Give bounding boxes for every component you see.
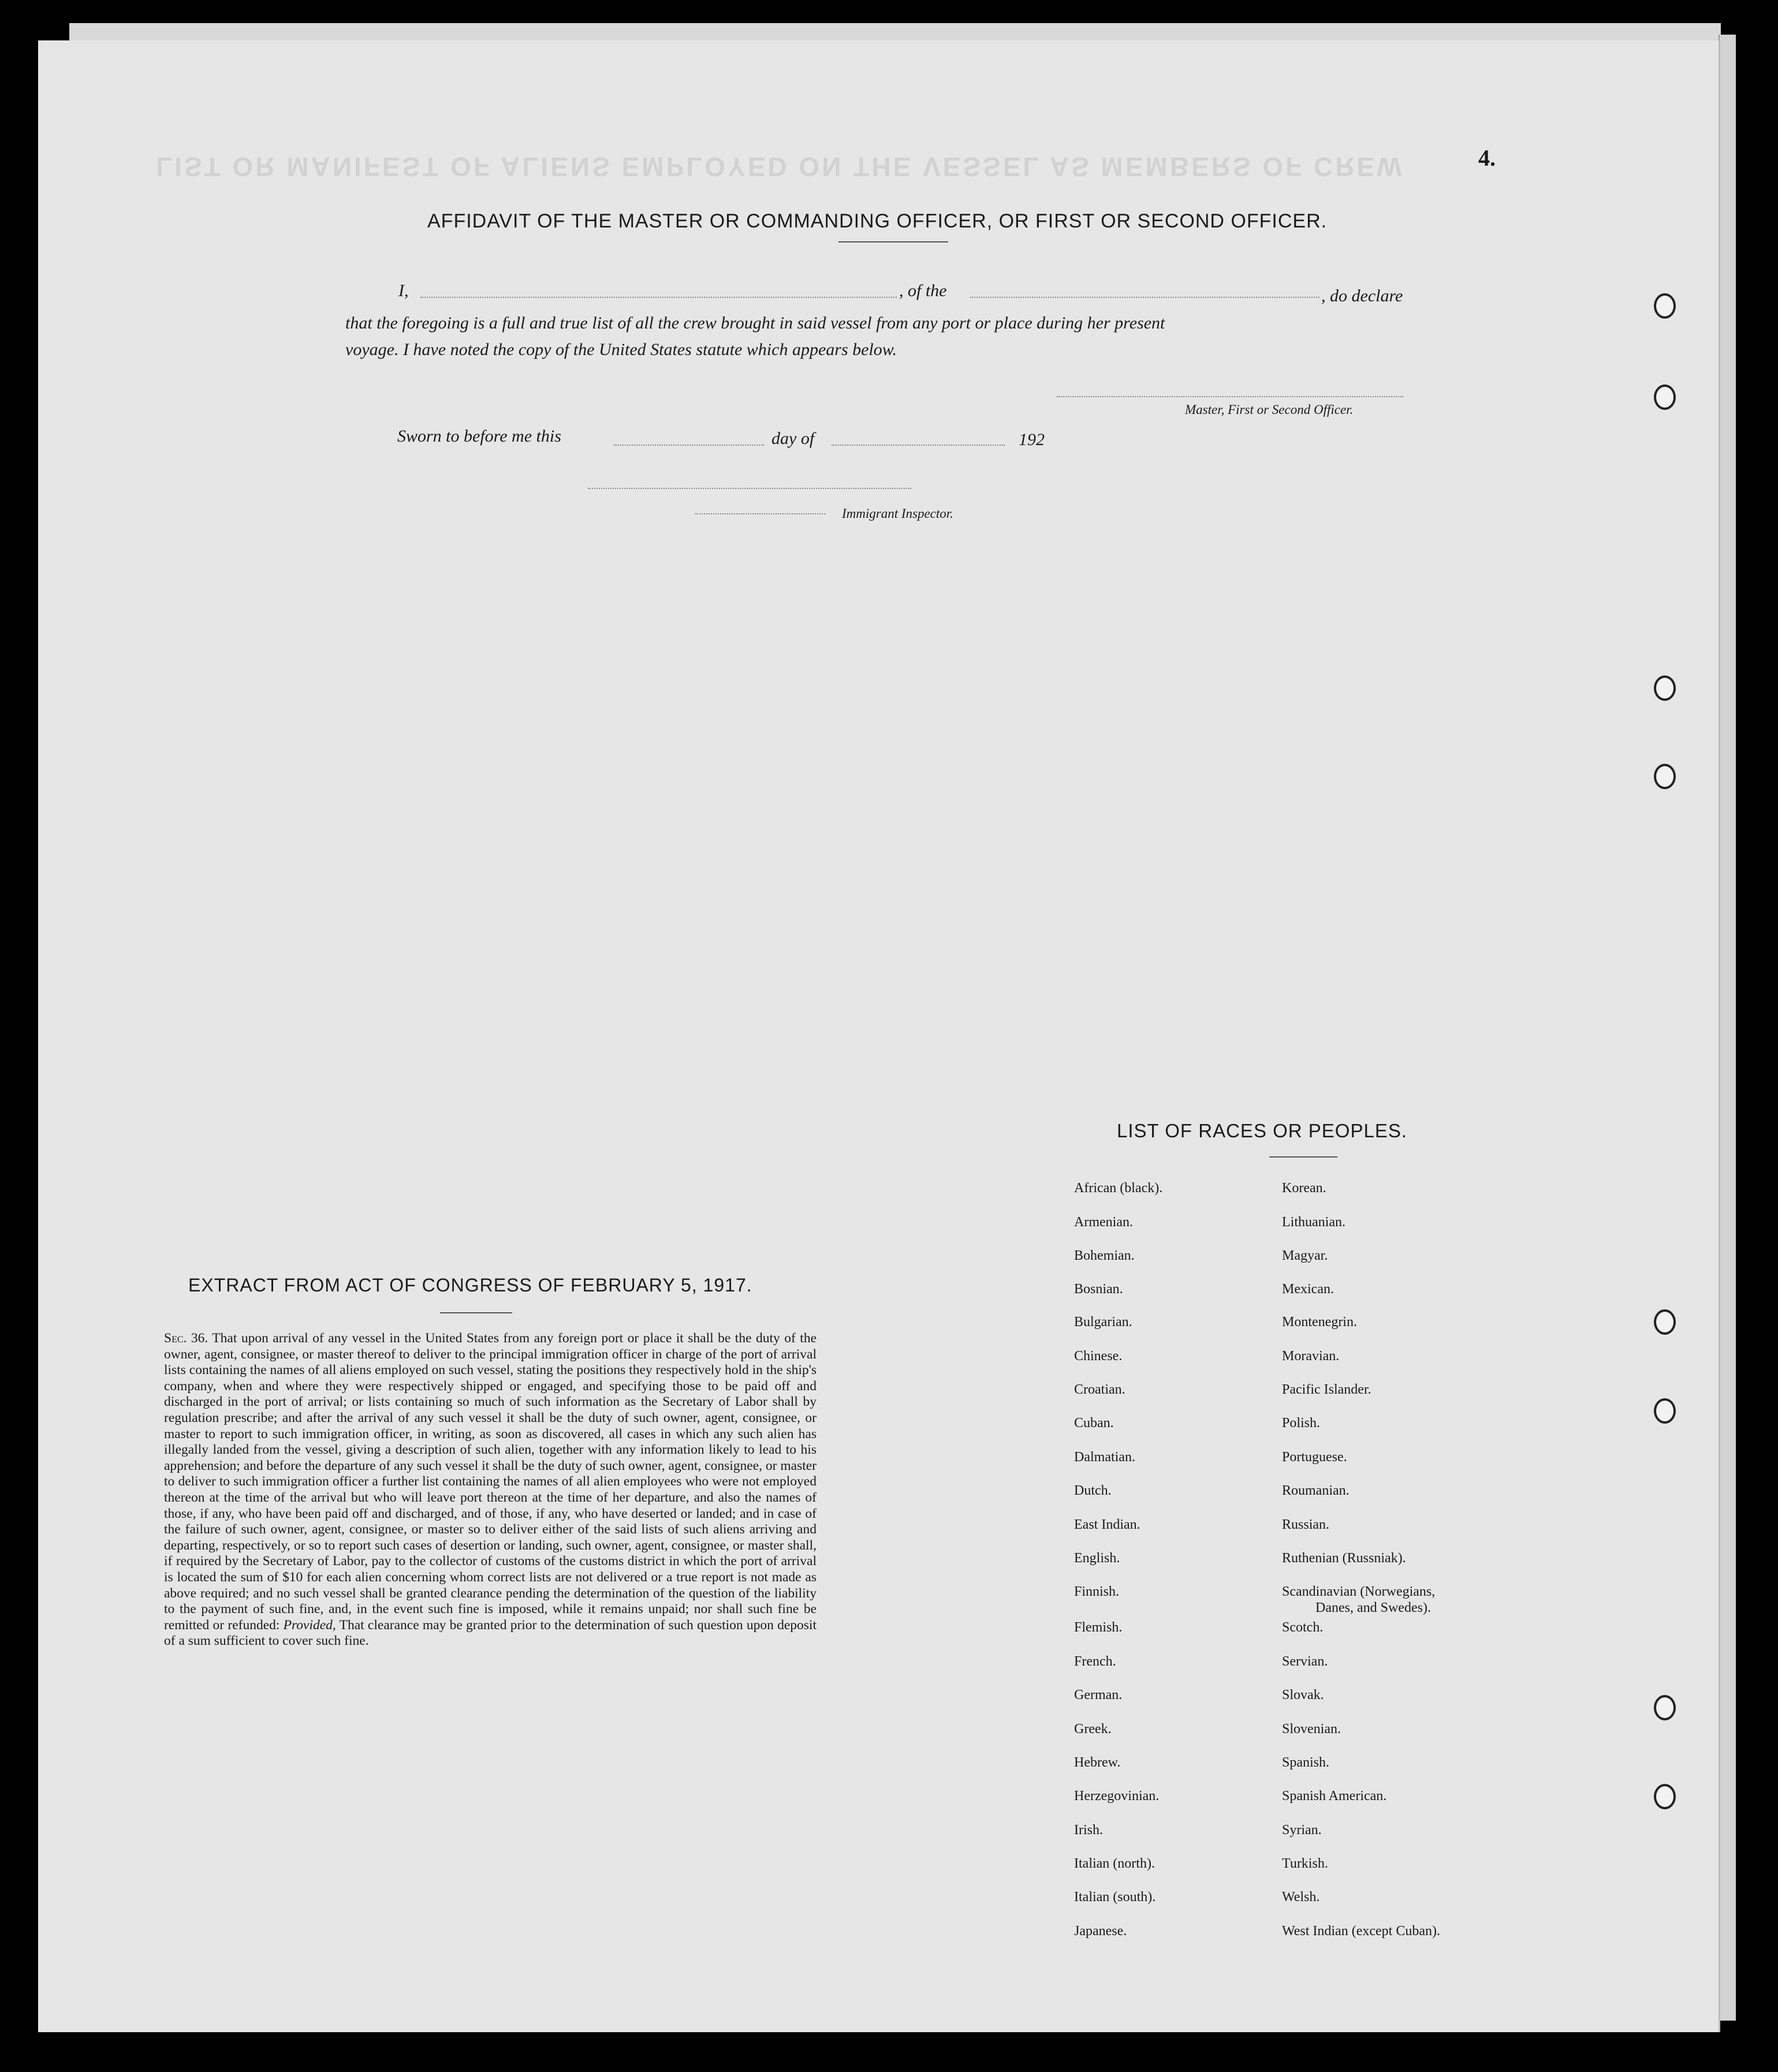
vessel-blank	[970, 297, 1319, 298]
binder-hole	[1654, 675, 1676, 701]
races-divider	[1269, 1156, 1337, 1158]
affidavit-line2: that the foregoing is a full and true list of all the crew brought in said vessel from any port or place during her present	[345, 313, 1165, 333]
affidavit-i: I,	[398, 281, 409, 300]
race-item: Korean.	[1282, 1181, 1326, 1196]
race-item: Greek.	[1074, 1722, 1112, 1737]
race-item: Cuban.	[1074, 1416, 1114, 1431]
race-item: Pacific Islander.	[1282, 1382, 1371, 1397]
race-item: Servian.	[1282, 1654, 1328, 1669]
bleed-through-text: LIST OR MANIFEST OF ALIENS EMPLOYED ON THE VESSEL AS MEMBERS OF CREW	[156, 152, 1404, 182]
race-item: Armenian.	[1074, 1215, 1133, 1230]
binder-hole	[1654, 293, 1676, 319]
race-item: Japanese.	[1074, 1924, 1127, 1939]
race-item: Italian (north).	[1074, 1856, 1155, 1871]
top-page-strip	[69, 23, 1721, 43]
race-item: Dutch.	[1074, 1483, 1112, 1498]
binder-hole	[1654, 1309, 1676, 1335]
race-item: Dalmatian.	[1074, 1450, 1135, 1465]
race-item: Bohemian.	[1074, 1248, 1135, 1263]
extract-divider	[440, 1312, 512, 1313]
corner-mark: 4.	[1478, 145, 1496, 171]
affidavit-declare: , do declare	[1321, 286, 1403, 305]
race-item-continuation: Danes, and Swedes).	[1315, 1600, 1431, 1615]
race-item: East Indian.	[1074, 1517, 1140, 1532]
race-item: Irish.	[1074, 1823, 1103, 1838]
race-item: Herzegovinian.	[1074, 1789, 1160, 1804]
race-item: Polish.	[1282, 1416, 1321, 1431]
title-divider	[838, 241, 948, 242]
race-item: West Indian (except Cuban).	[1282, 1924, 1440, 1939]
race-item: Chinese.	[1074, 1349, 1123, 1364]
race-item: Hebrew.	[1074, 1755, 1121, 1770]
binder-hole	[1654, 764, 1676, 789]
race-item: Moravian.	[1282, 1349, 1340, 1364]
race-item: Montenegrin.	[1282, 1315, 1357, 1330]
race-item: Welsh.	[1282, 1890, 1320, 1905]
extract-text-1: That upon arrival of any vessel in the United States from any foreign port or place it shall be the duty of the owner, agent, consignee, or master thereof to deliver to the principal immigration officer in charge of the port of arrival lists containing the names of all aliens employed on such vessel, stating the positions they respectively hold in the ship's company, when and where they were respectively shipped or engaged, and specifying those to be paid off and discharged in the port of arrival; or lists containing so much of such information as the Secretary of Labor shall by regulation prescribe; and after the arrival of any such vessel it shall be the duty of such owner, agent, consignee, or master to report to such immigration officer, in writing, as soon as discovered, all cases in which any such alien has illegally landed from the vessel, giving a description of such alien, together with any information likely to lead to his apprehension; and before the departure of any such vessel it shall be the duty of such owner, agent, consignee, or master to deliver to such immigration officer a further list containing the names of all alien employees who were not employed thereon at the time of the arrival but who will leave port thereon at the time of her departure, and also the names of those, if any, who have been paid off and discharged, and of those, if any, who have deserted or landed; and in case of the failure of such owner, agent, consignee, or master so to deliver either of the said lists of such aliens arriving and departing, respectively, or so to report such cases of desertion or landing, such owner, agent, consignee, or master shall, if required by the Secretary of Labor, pay to the collector of customs of the customs district in which the port of arrival is located the sum of $10 for each alien concerning whom correct lists are not delivered or a true report is not made as above required; and no such vessel shall be granted clearance pending the determination of the question of the liability to the payment of such fine, and, in the event such fine is imposed, while it remains unpaid; nor shall such fine be remitted or refunded:	[164, 1331, 817, 1633]
affidavit-of-the: , of the	[899, 281, 947, 300]
race-item: Scandinavian (Norwegians,	[1282, 1584, 1436, 1599]
race-item: English.	[1074, 1551, 1120, 1566]
binder-hole	[1654, 1784, 1676, 1809]
inspector-signature-line	[695, 513, 825, 514]
extract-text-2: That clearance may be granted prior to the determination of such question upon deposit of a sum sufficient to cover such fine.	[164, 1617, 817, 1649]
race-item: Italian (south).	[1074, 1890, 1156, 1905]
race-item: Ruthenian (Russniak).	[1282, 1551, 1406, 1566]
race-item: Turkish.	[1282, 1856, 1328, 1871]
race-item: Lithuanian.	[1282, 1215, 1345, 1230]
race-item: Scotch.	[1282, 1620, 1324, 1635]
binder-hole	[1654, 384, 1676, 410]
sworn-text: Sworn to before me this	[397, 427, 561, 446]
races-title: LIST OF RACES OR PEOPLES.	[1117, 1120, 1408, 1141]
page-edge	[1719, 35, 1736, 2021]
year-text: 192	[1019, 430, 1045, 449]
race-item: Croatian.	[1074, 1382, 1125, 1397]
affidavit-title: AFFIDAVIT OF THE MASTER OR COMMANDING OFFICER, OR FIRST OR SECOND OFFICER.	[427, 210, 1328, 232]
race-item: Spanish.	[1282, 1755, 1330, 1770]
race-item: African (black).	[1074, 1181, 1163, 1196]
binder-hole	[1654, 1398, 1676, 1424]
race-item: Russian.	[1282, 1517, 1330, 1532]
master-caption: Master, First or Second Officer.	[1185, 402, 1354, 417]
affidavit-line3: voyage. I have noted the copy of the United States statute which appears below.	[345, 340, 897, 359]
race-item: German.	[1074, 1688, 1123, 1703]
extract-title: EXTRACT FROM ACT OF CONGRESS OF FEBRUARY 5, 1917.	[188, 1275, 752, 1296]
race-item: Slovenian.	[1282, 1722, 1341, 1737]
race-item: Bulgarian.	[1074, 1315, 1132, 1330]
provided-word: Provided,	[283, 1617, 336, 1633]
race-item: Flemish.	[1074, 1620, 1123, 1635]
race-item: Bosnian.	[1074, 1282, 1123, 1297]
race-item: Roumanian.	[1282, 1483, 1350, 1498]
day-of-text: day of	[771, 429, 815, 448]
race-item: French.	[1074, 1654, 1116, 1669]
month-blank	[832, 445, 1005, 446]
race-item: Slovak.	[1282, 1688, 1324, 1703]
binder-hole	[1654, 1695, 1676, 1720]
race-item: Spanish American.	[1282, 1789, 1387, 1804]
name-blank	[420, 297, 897, 298]
document-page	[38, 40, 1720, 2032]
race-item: Magyar.	[1282, 1248, 1328, 1263]
race-item: Syrian.	[1282, 1823, 1322, 1838]
inspector-caption: Immigrant Inspector.	[842, 506, 953, 521]
section-label: Sec. 36.	[164, 1331, 208, 1346]
race-item: Finnish.	[1074, 1584, 1120, 1599]
race-item: Portuguese.	[1282, 1450, 1347, 1465]
day-blank	[614, 445, 764, 446]
notary-line	[588, 488, 911, 489]
extract-paragraph	[164, 1331, 817, 1649]
race-item: Mexican.	[1282, 1282, 1334, 1297]
master-signature-line	[1057, 396, 1403, 397]
